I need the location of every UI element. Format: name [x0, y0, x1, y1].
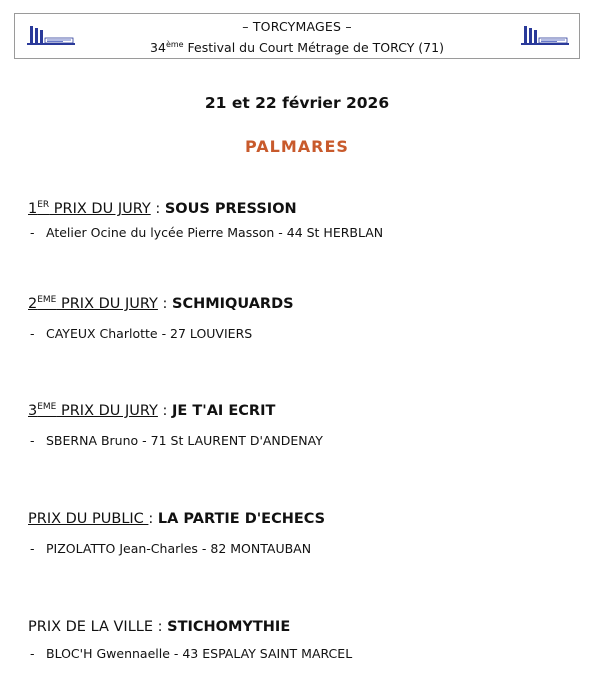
prize-1-winner-line — [30, 225, 383, 240]
prize-4-title — [28, 511, 325, 527]
festival-name: Festival du Court Métrage de TORCY (71) — [183, 40, 444, 55]
prize-3-rank: 3 — [28, 403, 38, 419]
prize-5-film: STICHOMYTHIE — [167, 619, 291, 635]
prize-5-separator: : — [153, 619, 168, 635]
prize-4-separator: : — [148, 511, 158, 527]
prize-3-winner-line — [30, 433, 323, 448]
edition-number: 34 — [150, 40, 166, 55]
prize-3-film: JE T'AI ECRIT — [172, 403, 276, 419]
festival-date: 21 et 22 février 2026 — [204, 94, 390, 112]
torcymages-logo-icon — [521, 24, 569, 48]
edition-suffix: ème — [165, 40, 184, 49]
prize-2-name — [28, 296, 158, 312]
prize-5-name: PRIX DE LA VILLE — [28, 619, 154, 635]
festival-subtitle — [15, 40, 579, 55]
prize-3-rank-suffix: EME — [37, 402, 57, 412]
prize-1-rank: 1 — [28, 201, 38, 217]
prize-2-winner-line — [30, 326, 252, 341]
prize-3-name — [28, 403, 158, 419]
prize-3-bullet: - — [30, 433, 35, 448]
prize-2-film: SCHMIQUARDS — [172, 296, 294, 312]
prize-3-winner: SBERNA Bruno - 71 St LAURENT D'ANDENAY — [46, 433, 323, 448]
prize-1-rank-suffix: ER — [37, 200, 50, 210]
prize-1-title — [28, 201, 297, 217]
prize-2-rank-suffix: EME — [37, 295, 57, 305]
prize-2-separator: : — [157, 296, 173, 312]
prize-3-title — [28, 403, 275, 419]
prize-1-label: PRIX DU JURY — [49, 201, 151, 217]
festival-title: – TORCYMAGES – — [242, 19, 352, 34]
prize-1-winner: Atelier Ocine du lycée Pierre Masson - 44 St HERBLAN — [46, 225, 384, 240]
prize-4-name: PRIX DU PUBLIC — [28, 511, 149, 527]
prize-4-winner: PIZOLATTO Jean-Charles - 82 MONTAUBAN — [46, 541, 312, 556]
prize-1-separator: : — [150, 201, 165, 217]
prize-3-separator: : — [157, 403, 173, 419]
prize-1-film: SOUS PRESSION — [164, 201, 297, 217]
prize-1-bullet: - — [30, 225, 35, 240]
prize-4-winner-line — [30, 541, 311, 556]
prize-5-title — [28, 619, 290, 635]
festival-header — [14, 13, 580, 59]
prize-3-label: PRIX DU JURY — [56, 403, 158, 419]
prize-2-label: PRIX DU JURY — [56, 296, 158, 312]
prize-2-winner: CAYEUX Charlotte - 27 LOUVIERS — [46, 326, 253, 341]
palmares-heading: PALMARES — [245, 137, 349, 156]
prize-4-bullet: - — [30, 541, 35, 556]
prize-2-title — [28, 296, 294, 312]
prize-2-bullet: - — [30, 326, 35, 341]
prize-5-winner-line — [30, 646, 352, 661]
prize-1-name — [28, 201, 151, 217]
prize-4-film: LA PARTIE D'ECHECS — [157, 511, 326, 527]
prize-5-winner: BLOC'H Gwennaelle - 43 ESPALAY SAINT MARCEL — [46, 646, 353, 661]
prize-2-rank: 2 — [28, 296, 38, 312]
prize-5-bullet: - — [30, 646, 35, 661]
